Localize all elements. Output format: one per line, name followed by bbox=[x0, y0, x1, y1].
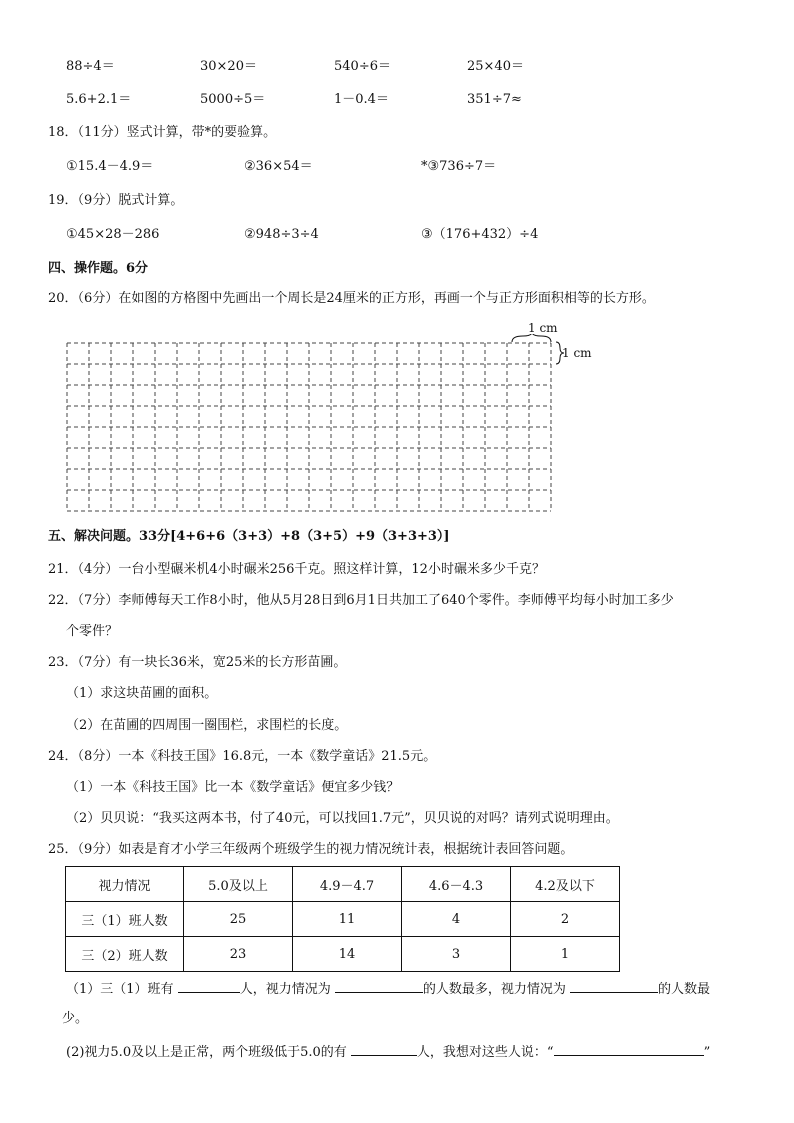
table-header-row bbox=[66, 867, 620, 902]
table-cell: 三（1）班人数 bbox=[66, 902, 184, 937]
q18-item-1: ①15.4－4.9＝ bbox=[66, 159, 154, 174]
q23-sub-1: （1）求这块苗圃的面积。 bbox=[66, 686, 218, 701]
q24-sub-1: （1）一本《科技王国》比一本《数学童话》便宜多少钱？ bbox=[66, 780, 400, 795]
q25-sub-1-cont: 少。 bbox=[62, 1011, 89, 1026]
table-cell: 14 bbox=[293, 937, 402, 972]
q25-sub1-text-b: 人，视力情况为 bbox=[239, 982, 331, 997]
calc-7: 1－0.4＝ bbox=[334, 92, 389, 107]
table-cell: 1 bbox=[511, 937, 620, 972]
answer-blank-2[interactable] bbox=[335, 979, 423, 993]
table-header: 4.9－4.7 bbox=[293, 867, 402, 902]
q25-sub-1 bbox=[66, 979, 710, 998]
q21-title: 21．（4分）一台小型碾米机4小时碾米256千克。照这样计算，12小时碾米多少千克？ bbox=[48, 562, 545, 577]
calc-8: 351÷7≈ bbox=[467, 92, 522, 107]
q19-item-1: ①45×28－286 bbox=[66, 227, 160, 242]
unit-label-top: 1 cm bbox=[528, 321, 558, 335]
q19-title: 19．（9分）脱式计算。 bbox=[48, 193, 184, 208]
calc-1: 88÷4＝ bbox=[66, 59, 115, 74]
table-cell: 25 bbox=[184, 902, 293, 937]
q25-sub1-text-a: （1）三（1）班有 bbox=[66, 982, 174, 997]
section-4-title: 四、操作题。6分 bbox=[48, 261, 149, 276]
table-header: 5.0及以上 bbox=[184, 867, 293, 902]
q18-item-2: ②36×54＝ bbox=[244, 159, 313, 174]
unit-braces bbox=[510, 334, 570, 374]
q25-sub2-text-c: ” bbox=[703, 1045, 711, 1060]
q19-item-3: ③（176+432）÷4 bbox=[421, 227, 539, 242]
q23-title: 23．（7分）有一块长36米，宽25米的长方形苗圃。 bbox=[48, 655, 347, 670]
answer-blank-3[interactable] bbox=[570, 979, 658, 993]
table-header: 4.2及以下 bbox=[511, 867, 620, 902]
table-cell: 23 bbox=[184, 937, 293, 972]
dashed-grid bbox=[67, 343, 551, 511]
section-5-title: 五、解决问题。33分[4+6+6（3+3）+8（3+5）+9（3+3+3）] bbox=[48, 529, 450, 544]
table-header: 4.6－4.3 bbox=[402, 867, 511, 902]
q25-sub1-text-c: 的人数最多，视力情况为 bbox=[422, 982, 566, 997]
q20-title: 20．（6分）在如图的方格图中先画出一个周长是24厘米的正方形，再画一个与正方形面积相等的长方形。 bbox=[48, 291, 655, 306]
calc-5: 5.6+2.1＝ bbox=[66, 92, 132, 107]
vision-table bbox=[65, 866, 620, 972]
table-row bbox=[66, 902, 620, 937]
answer-blank-5[interactable] bbox=[554, 1042, 704, 1056]
q25-sub-2 bbox=[66, 1042, 710, 1061]
q18-item-3: *③736÷7＝ bbox=[421, 159, 497, 174]
q23-sub-2: （2）在苗圃的四周围一圈围栏，求围栏的长度。 bbox=[66, 718, 348, 733]
q25-sub2-text-b: 人，我想对这些人说：“ bbox=[416, 1045, 554, 1060]
answer-blank-4[interactable] bbox=[351, 1042, 417, 1056]
q22-line-2: 个零件？ bbox=[66, 624, 119, 639]
table-cell: 三（2）班人数 bbox=[66, 937, 184, 972]
q19-item-2: ②948÷3÷4 bbox=[244, 227, 319, 242]
calc-3: 540÷6＝ bbox=[334, 59, 391, 74]
calc-4: 25×40＝ bbox=[467, 59, 524, 74]
table-cell: 3 bbox=[402, 937, 511, 972]
table-cell: 11 bbox=[293, 902, 402, 937]
calc-6: 5000÷5＝ bbox=[200, 92, 266, 107]
q25-sub1-text-d: 的人数最 bbox=[658, 982, 711, 997]
q18-title: 18．（11分）竖式计算，带*的要验算。 bbox=[48, 125, 277, 140]
q25-title: 25．（9分）如表是育才小学三年级两个班级学生的视力情况统计表，根据统计表回答问题。 bbox=[48, 842, 574, 857]
calc-2: 30×20＝ bbox=[200, 59, 257, 74]
q24-title: 24．（8分）一本《科技王国》16.8元，一本《数学童话》21.5元。 bbox=[48, 749, 437, 764]
table-cell: 4 bbox=[402, 902, 511, 937]
table-header: 视力情况 bbox=[66, 867, 184, 902]
unit-label-right: 1 cm bbox=[562, 346, 592, 360]
q24-sub-2: （2）贝贝说：“我买这两本书，付了40元，可以找回1.7元”，贝贝说的对吗？请列式说明理由。 bbox=[66, 811, 619, 826]
q25-sub2-text-a: (2)视力5.0及以上是正常，两个班级低于5.0的有 bbox=[66, 1045, 347, 1060]
answer-blank-1[interactable] bbox=[178, 979, 240, 993]
q22-line-1: 22．（7分）李师傅每天工作8小时，他从5月28日到6月1日共加工了640个零件。李师傅平均每小时加工多少 bbox=[48, 593, 674, 608]
table-row bbox=[66, 937, 620, 972]
table-cell: 2 bbox=[511, 902, 620, 937]
